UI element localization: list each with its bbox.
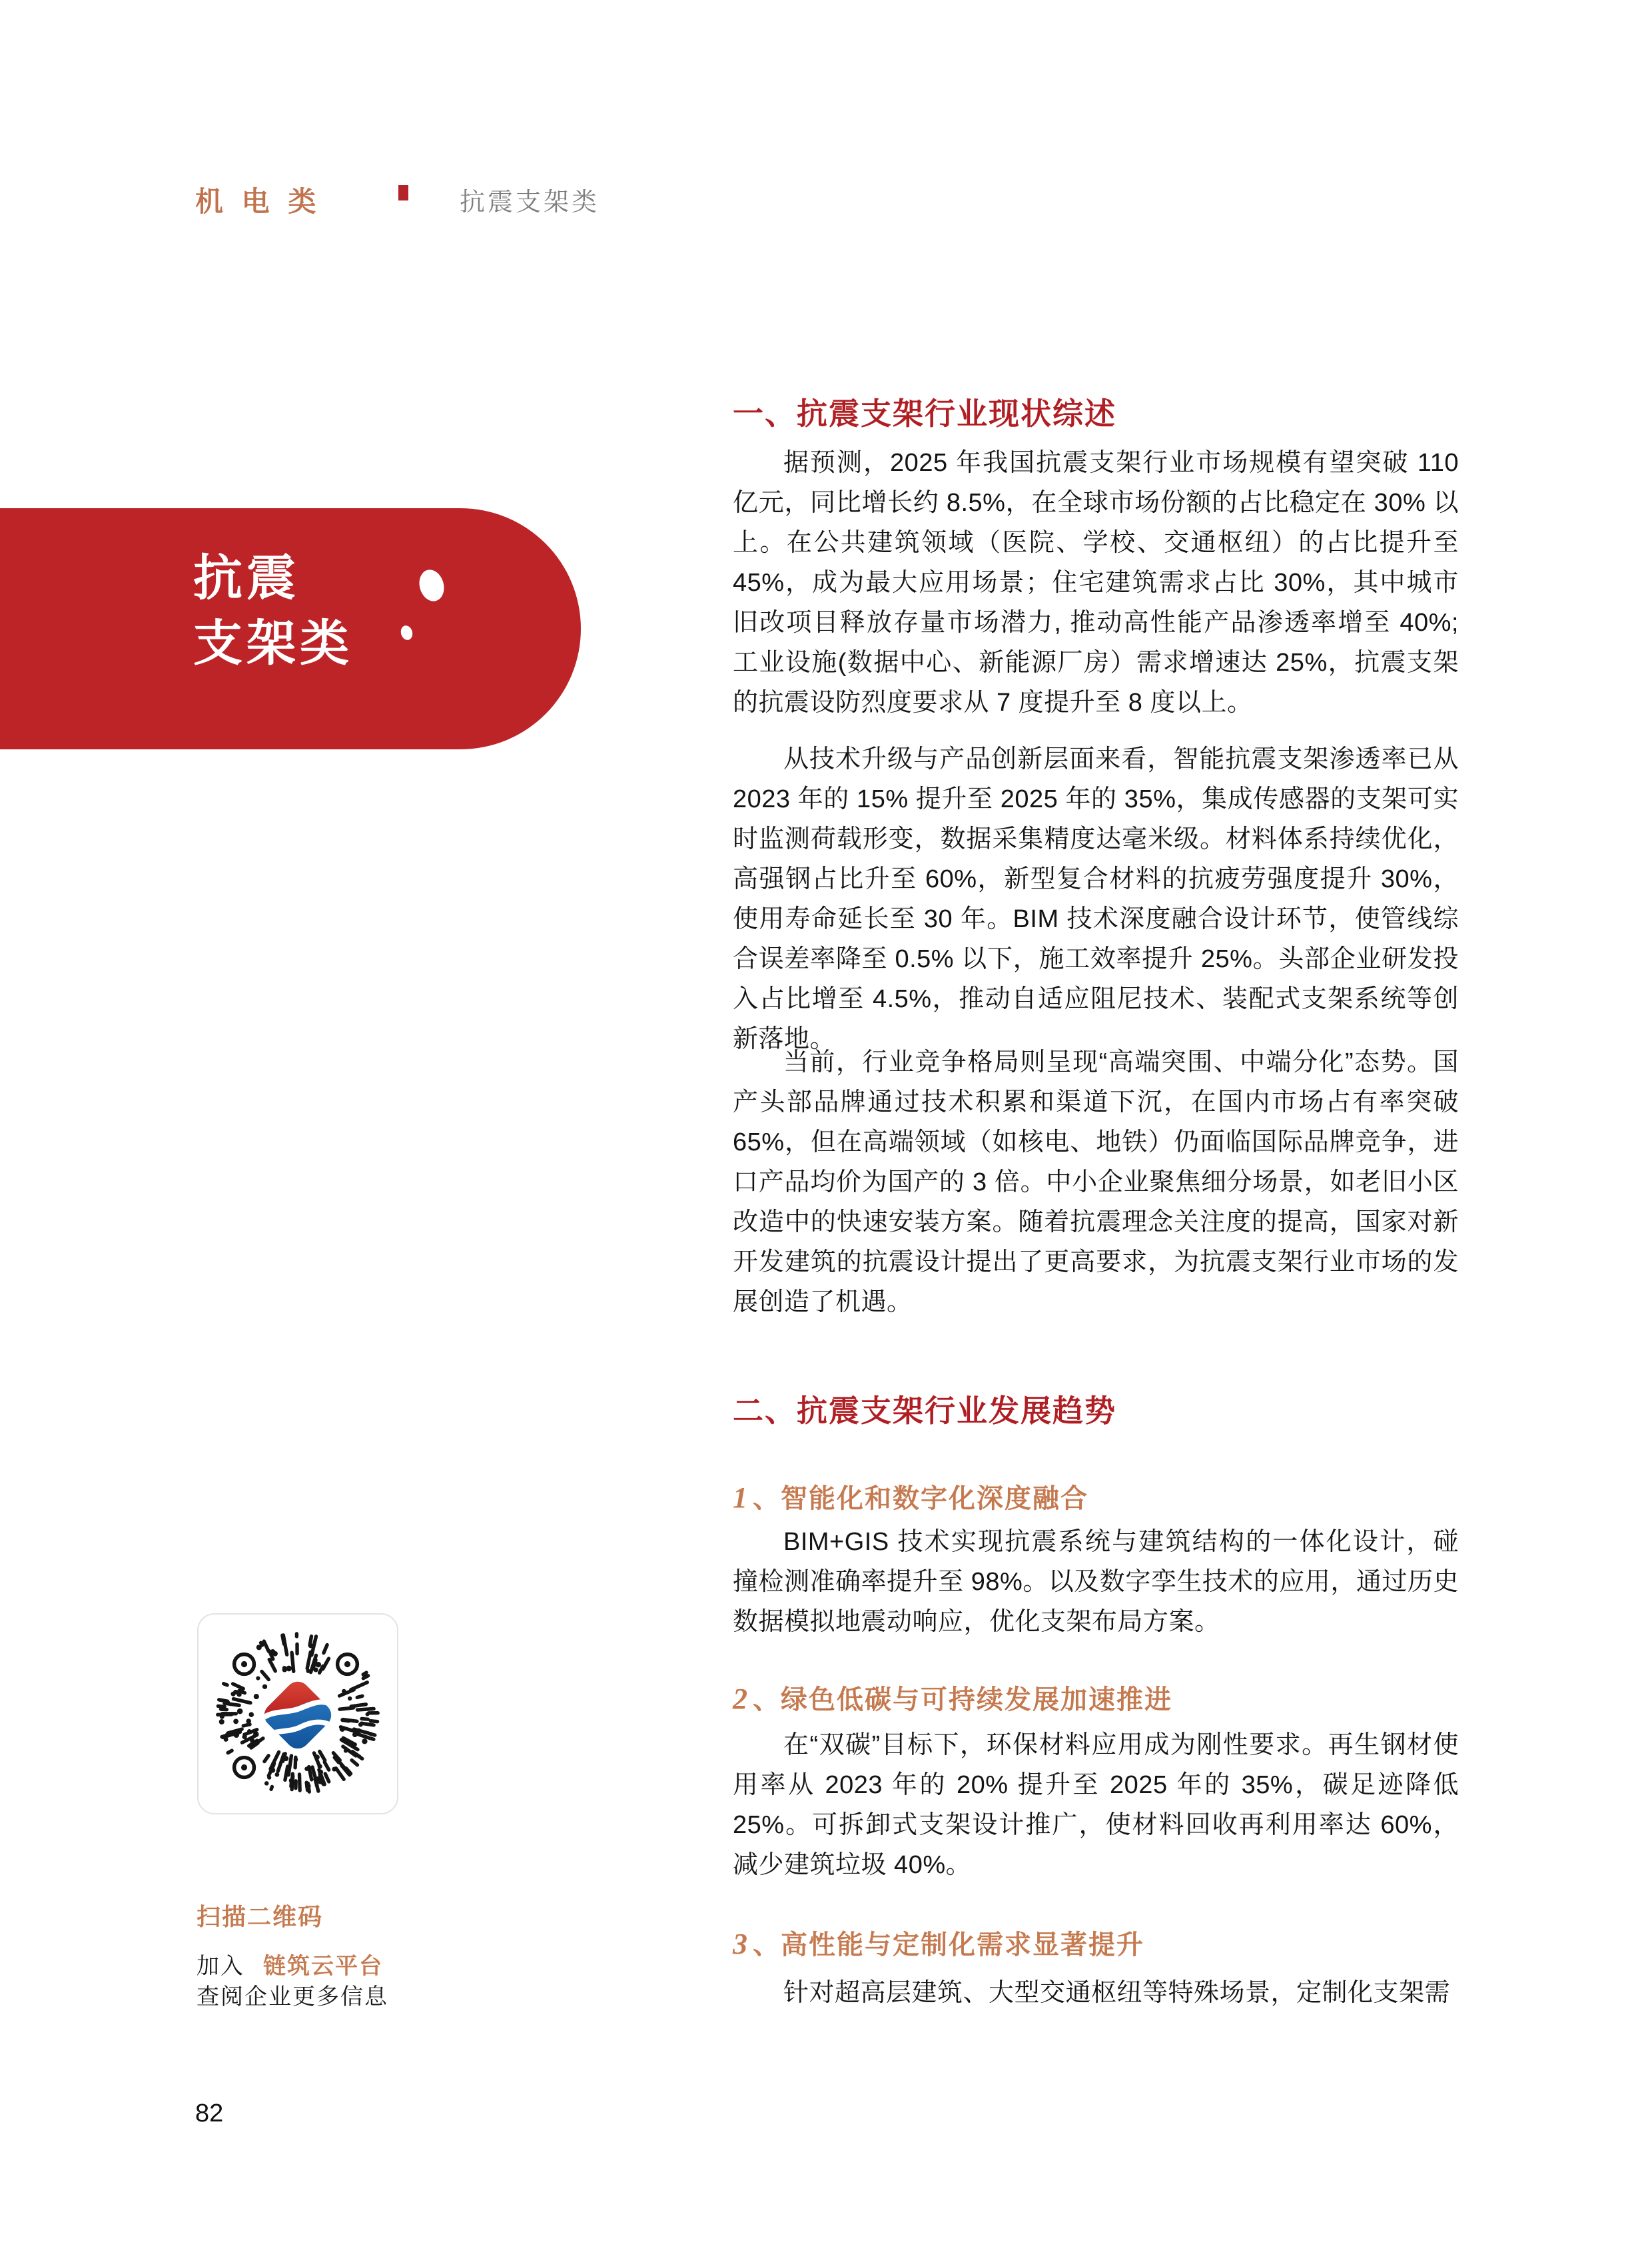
subsection-title-1-text: 智能化和数字化深度融合 — [781, 1484, 1088, 1513]
qr-join-line — [197, 1948, 383, 1980]
subsection-title-1 — [733, 1477, 1459, 1515]
enum-separator: 、 — [753, 1930, 781, 1960]
subcategory-label: 抗震支架类 — [460, 188, 600, 216]
platform-logo — [256, 1674, 338, 1754]
section-title-overview: 一、抗震支架行业现状综述 — [733, 396, 1116, 431]
enum-separator: 、 — [753, 1484, 781, 1513]
enum-separator: 、 — [753, 1685, 781, 1714]
subsection-number-1: 1 — [733, 1481, 749, 1514]
category-banner — [0, 508, 581, 749]
qr-code-card — [197, 1613, 398, 1814]
subsection-title-3 — [733, 1924, 1459, 1962]
subsection-paragraph-1: BIM+GIS 技术实现抗震系统与建筑结构的一体化设计，碰撞检测准确率提升至 98%。以及数字孪生技术的应用，通过历史数据模拟地震动响应，优化支架布局方案。 — [733, 1528, 1459, 1636]
overview-paragraph-3: 当前，行业竞争格局则呈现“高端突围、中端分化”态势。国产头部品牌通过技术积累和渠道下沉，在国内市场占有率突破 65%，但在高端领域（如核电、地铁）仍面临国际品牌竞争，进口产品均价为国产的 3 倍。中小企业聚焦细分场景，如老旧小区改造中的快速安装方案。随着抗震理念关注度的提高，国家对新开发建筑的抗震设计提出了更高要求，为抗震支架行业市场的发展创造了机遇。 — [733, 1048, 1459, 1316]
decorative-dot-small — [399, 624, 414, 641]
subsection-title-2-text: 绿色低碳与可持续发展加速推进 — [781, 1685, 1172, 1714]
subsection-number-3: 3 — [733, 1928, 749, 1960]
subsection-title-3-text: 高性能与定制化需求显著提升 — [781, 1930, 1144, 1960]
category-bullet-square — [398, 185, 408, 200]
qr-code — [199, 1615, 397, 1813]
category-label: 机 电 类 — [195, 186, 322, 217]
subsection-number-2: 2 — [733, 1682, 749, 1715]
banner-title-line2: 支架类 — [193, 615, 353, 671]
qr-description: 查阅企业更多信息 — [197, 1984, 388, 2010]
qr-scan-label: 扫描二维码 — [197, 1903, 324, 1930]
overview-paragraph-2: 从技术升级与产品创新层面来看，智能抗震支架渗透率已从 2023 年的 15% 提升至 2025 年的 35%，集成传感器的支架可实时监测荷载形变，数据采集精度达毫米级。材料体系持续优化，高强钢占比升至 60%，新型复合材料的抗疲劳强度提升 30%，使用寿命延长至 30 年。BIM 技术深度融合设计环节，使管线综合误差率降至 0.5% 以下，施工效率提升 25%。头部企业研发投入占比增至 4.5%，推动自适应阻尼技术、装配式支架系统等创新落地。 — [733, 745, 1459, 1053]
banner-title — [193, 546, 353, 676]
qr-platform-name: 链筑云平台 — [263, 1954, 383, 1979]
decorative-dot-large — [416, 567, 448, 604]
section-title-trends: 二、抗震支架行业发展趋势 — [733, 1393, 1116, 1428]
overview-paragraph-1: 据预测，2025 年我国抗震支架行业市场规模有望突破 110 亿元，同比增长约 8.5%，在全球市场份额的占比稳定在 30% 以上。在公共建筑领域（医院、学校、交通枢纽）的占比提升至 45%，成为最大应用场景；住宅建筑需求占比 30%，其中城市旧改项目释放存量市场潜力, 推动高性能产品渗透率增至 40%; 工业设施(数据中心、新能源厂房）需求增速达 25%，抗震支架的抗震设防烈度要求从 7 度提升至 8 度以上。 — [733, 449, 1459, 717]
page-header — [0, 180, 1652, 220]
banner-title-line1: 抗震 — [193, 550, 300, 605]
subsection-paragraph-2: 在“双碳”目标下，环保材料应用成为刚性要求。再生钢材使用率从 2023 年的 20% 提升至 2025 年的 35%，碳足迹降低 25%。可拆卸式支架设计推广，使材料回收再利用率达 60%，减少建筑垃圾 40%。 — [733, 1731, 1459, 1879]
page-number: 82 — [195, 2099, 224, 2127]
subsection-paragraph-3: 针对超高层建筑、大型交通枢纽等特殊场景，定制化支架需 — [783, 1979, 1451, 2007]
subsection-title-2 — [733, 1679, 1459, 1716]
qr-join-prefix: 加入 — [197, 1954, 244, 1979]
